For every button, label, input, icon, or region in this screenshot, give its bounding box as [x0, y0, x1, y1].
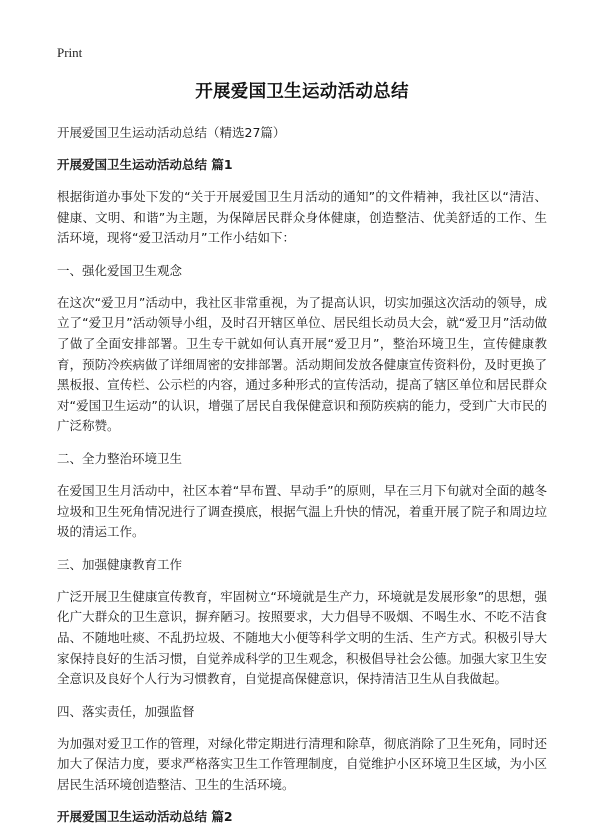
subheading-3: 三、加强健康教育工作 — [57, 556, 183, 572]
paragraph-2: 在爱国卫生月活动中，社区本着“早布置、早动手”的原则，早在三月下旬就对全面的越冬垃圾和卫生死角情况进行了调查摸底，根据气温上升快的情况，着重开展了院子和周边垃圾的清运工作。 — [57, 482, 547, 540]
document-content — [57, 78, 547, 839]
section-heading-2: 开展爱国卫生运动活动总结 篇2 — [57, 809, 233, 825]
paragraph-3: 广泛开展卫生健康宣传教育，牢固树立“环境就是生产力，环境就是发展形象”的思想，强化广大群众的卫生意识，摒弃陋习。按照要求，大力倡导不吸烟、不喝生水、不吃不洁食品、不随地吐痰、不乱扔垃圾、不随地大小便等科学文明的生活、生产方式。积极引导大家保持良好的生活习惯，自觉养成科学的卫生观念，积极倡导社会公德。加强大家卫生安全意识及良好个人行为习惯教育，自觉提高保健意识，保持清洁卫生从自我做起。 — [57, 588, 547, 687]
section-heading-1: 开展爱国卫生运动活动总结 篇1 — [57, 157, 233, 172]
paragraph-4: 为加强对爱卫工作的管理，对绿化带定期进行清理和除草，彻底消除了卫生死角，同时还加大了保洁力度，要求严格落实卫生工作管理制度，自觉维护小区环境卫生区域，为小区居民生活环境创造整洁、卫生的生活环境。 — [57, 735, 547, 792]
page-title: 开展爱国卫生运动活动总结 — [195, 82, 409, 102]
paragraph-1: 在这次“爱卫月”活动中，我社区非常重视，为了提高认识，切实加强这次活动的领导，成立了“爱卫月”活动领导小组，及时召开辖区单位、居民组长动员大会，就“爱卫月”活动做了做了全面安排部署。卫生专干就如何认真开展“爱卫月”，整治环境卫生，宣传健康教育，预防冷疾病做了详细周密的安排部署。活动期间发放各健康宣传资料份，及时更换了黑板报、宣传栏、公示栏的内容，通过多种形式的宣传活动，提高了辖区单位和居民群众对“爱国卫生运动”的认识，增强了居民自我保健意识和预防疾病的能力，受到广大市民的广泛称赞。 — [57, 294, 547, 434]
subheading-2: 二、全力整治环境卫生 — [57, 450, 183, 466]
subheading-1: 一、强化爱国卫生观念 — [57, 262, 183, 278]
intro-paragraph: 根据街道办事处下发的“关于开展爱国卫生月活动的通知”的文件精神，我社区以“清洁、健康、文明、和谐”为主题，为保障居民群众身体健康，创造整洁、优美舒适的工作、生活环境，现将“爱卫活动月”工作小结如下： — [57, 189, 547, 246]
print-link[interactable]: Print — [57, 45, 83, 60]
document-subtitle: 开展爱国卫生运动活动总结（精选27篇） — [57, 125, 286, 140]
subheading-4: 四、落实责任，加强监督 — [57, 703, 195, 719]
